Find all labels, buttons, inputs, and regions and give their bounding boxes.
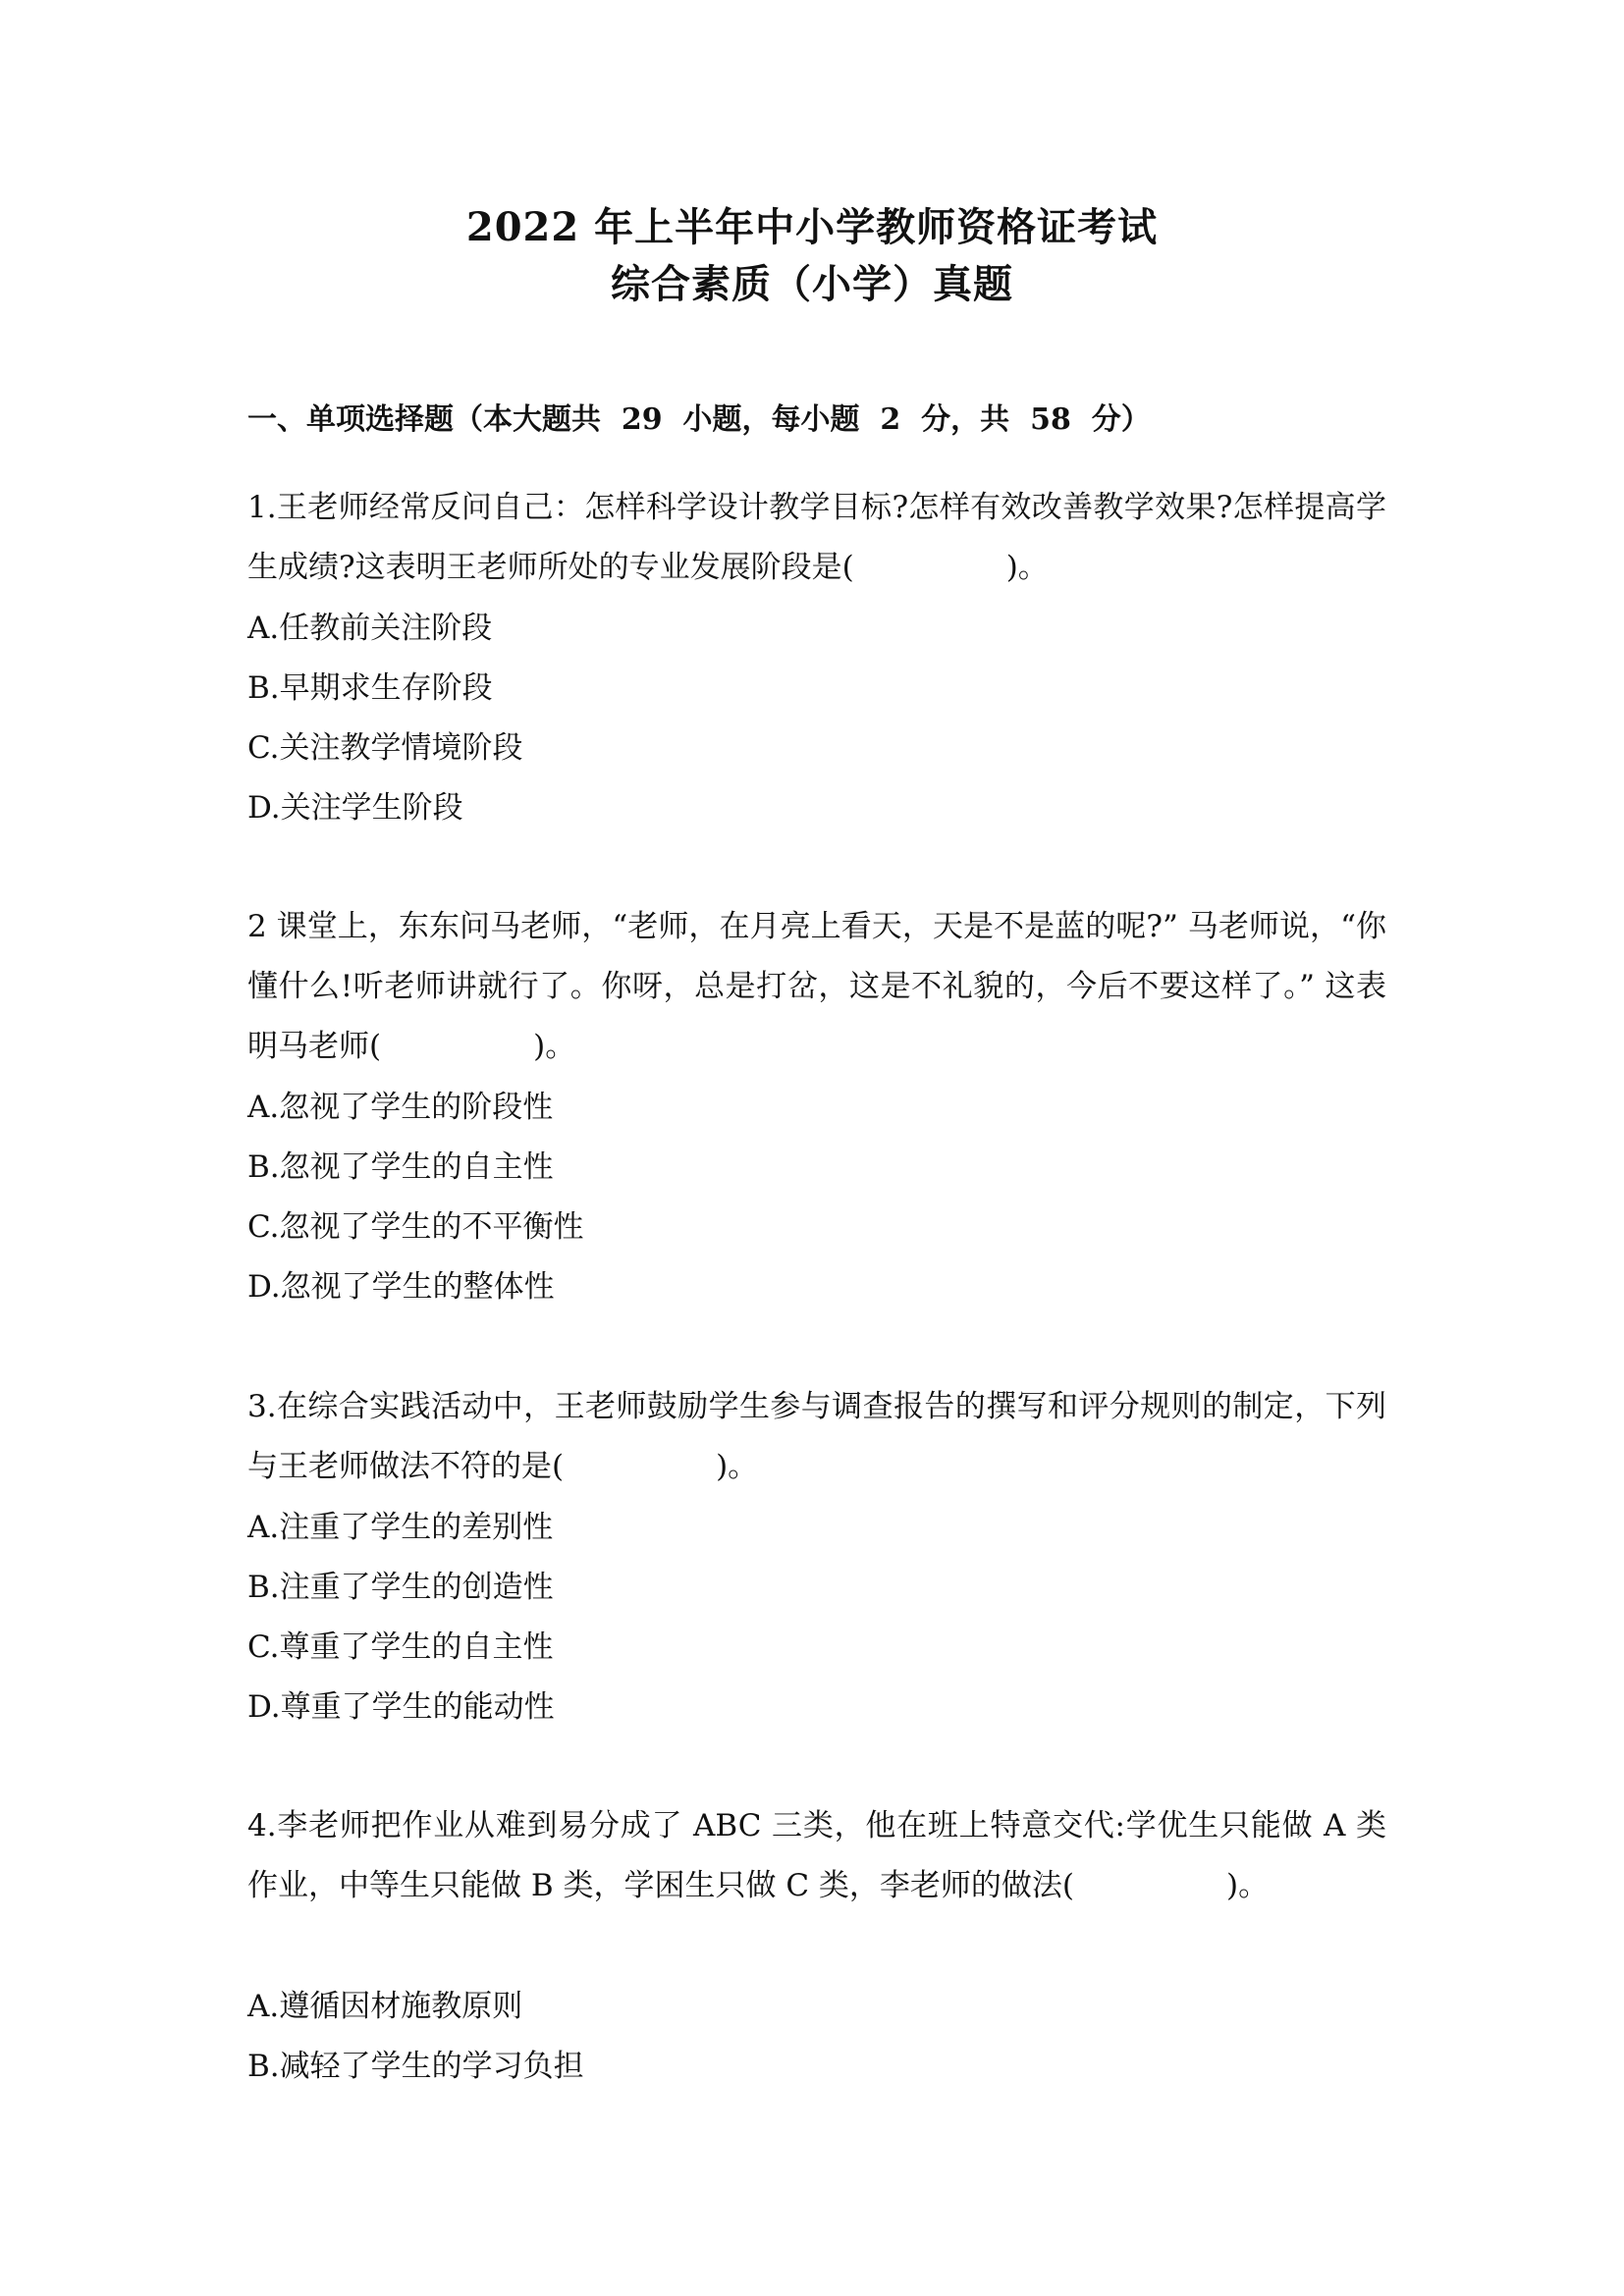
page-title: 2022 年上半年中小学教师资格证考试 — [465, 204, 1159, 250]
question-4-option-a: A.遵循因材施教原则 — [247, 1989, 523, 2024]
question-1-option-c: C.关注教学情境阶段 — [247, 730, 523, 766]
question-1-option-a: A.任教前关注阶段 — [247, 611, 493, 646]
question-2-option-c: C.忽视了学生的不平衡性 — [247, 1209, 584, 1245]
section-heading: 一、单项选择题（本大题共 29 小题，每小题 2 分，共 58 分） — [247, 402, 1151, 437]
question-3-option-a: A.注重了学生的差别性 — [247, 1510, 554, 1545]
question-1-stem: 1.王老师经常反问自己：怎样科学设计教学目标?怎样有效改善教学效果?怎样提高学生成绩?这表明王老师所处的专业发展阶段是( )。 — [247, 490, 1386, 585]
question-1-option-b: B.早期求生存阶段 — [247, 670, 493, 706]
question-2-option-b: B.忽视了学生的自主性 — [247, 1149, 554, 1185]
question-3-stem: 3.在综合实践活动中，王老师鼓励学生参与调查报告的撰写和评分规则的制定，下列与王老师做法不符的是( )。 — [247, 1389, 1386, 1484]
question-2-option-a: A.忽视了学生的阶段性 — [247, 1090, 554, 1125]
page-subtitle: 综合素质（小学）真题 — [611, 261, 1013, 307]
question-4-stem: 4.李老师把作业从难到易分成了 ABC 三类，他在班上特意交代:学优生只能做 A 类作业，中等生只能做 B 类，学困生只做 C 类，李老师的做法( )。 — [247, 1808, 1386, 1903]
question-2-stem: 2 课堂上，东东问马老师，“老师，在月亮上看天，天是不是蓝的呢?” 马老师说，“你懂什么!听老师讲就行了。你呀，总是打岔，这是不礼貌的，今后不要这样了。” 这表明马老师( )。 — [247, 909, 1386, 1064]
question-4-option-b: B.减轻了学生的学习负担 — [247, 2049, 584, 2084]
question-3-option-c: C.尊重了学生的自主性 — [247, 1629, 554, 1665]
question-2-option-d: D.忽视了学生的整体性 — [247, 1269, 555, 1305]
question-3-option-b: B.注重了学生的创造性 — [247, 1570, 554, 1605]
question-1-option-d: D.关注学生阶段 — [247, 790, 463, 826]
question-3-option-d: D.尊重了学生的能动性 — [247, 1689, 555, 1725]
